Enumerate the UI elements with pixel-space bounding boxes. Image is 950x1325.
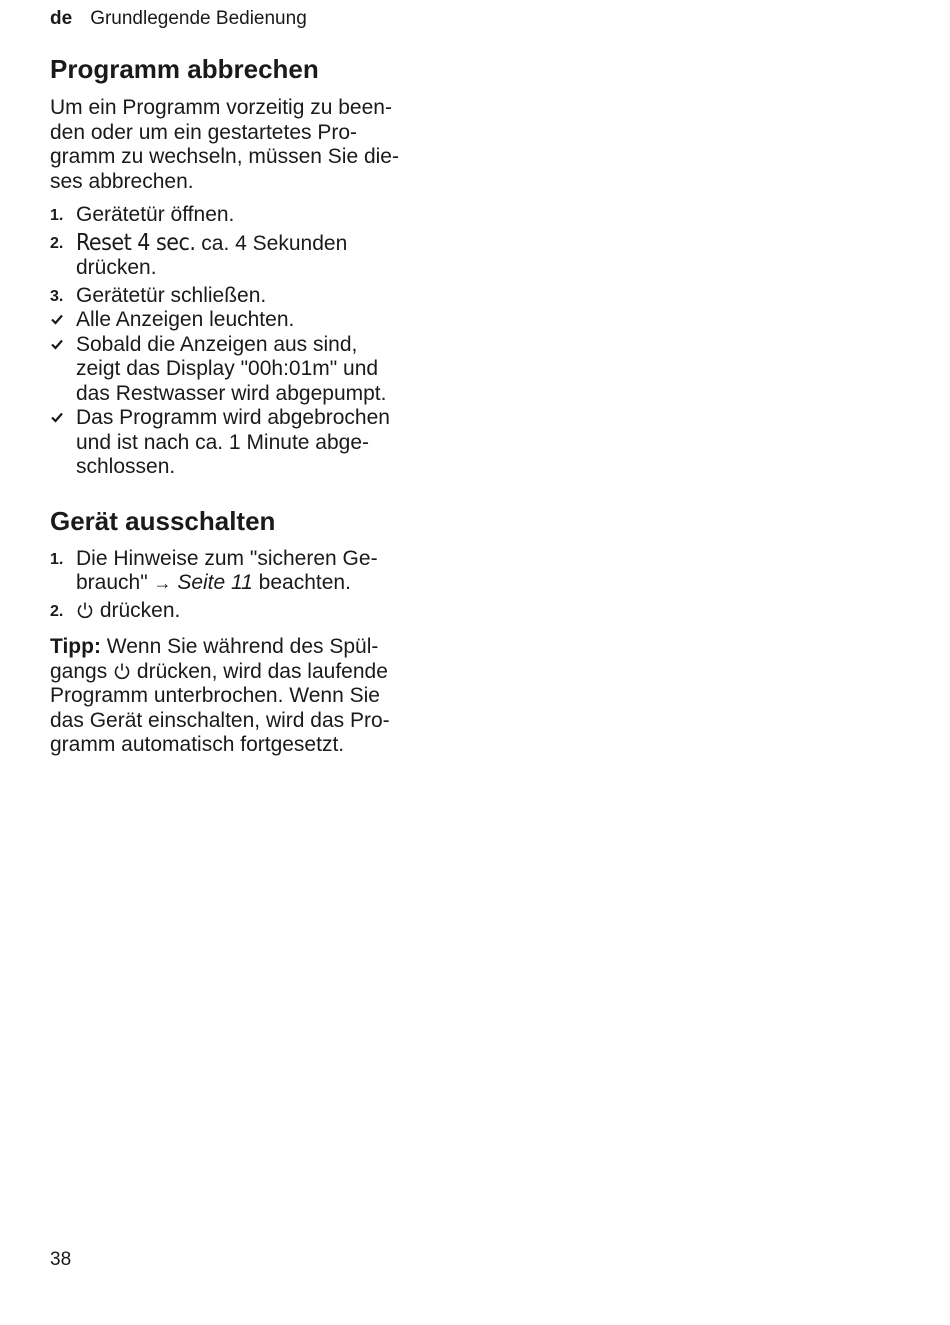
cancel-steps-list <box>50 203 470 480</box>
step-number: 3. <box>50 287 64 305</box>
step-text: ca. 4 Sekunden <box>195 231 348 255</box>
step-text: Gerätetür schließen. <box>76 283 267 307</box>
step-text: drücken. <box>76 256 157 279</box>
result-item: Das Programm wird abgebrochen und ist nach ca. 1 Minute abge- schlossen. <box>50 406 470 480</box>
step-number: 2. <box>50 234 64 252</box>
check-icon <box>50 312 64 326</box>
intro-paragraph: Um ein Programm vorzeitig zu been- den oder um ein gestartetes Pro- gramm zu wechseln, müssen Sie die- ses abbrechen. <box>50 96 399 193</box>
result-item: Alle Anzeigen leuchten. <box>50 308 470 333</box>
result-item: Sobald die Anzeigen aus sind, zeigt das Display "00h:01m" und das Restwasser wird abgepumpt. <box>50 333 470 407</box>
list-item <box>50 203 470 228</box>
step-number: 1. <box>50 207 64 224</box>
page-content <box>50 52 470 758</box>
list-item: 1. Die Hinweise zum "sicheren Ge- brauch" → Seite 11 beachten. <box>50 546 378 594</box>
heading-geraet-ausschalten: Gerät ausschalten <box>50 505 276 536</box>
power-icon <box>113 662 131 680</box>
check-icon <box>50 337 64 351</box>
switch-off-steps-list <box>50 547 470 624</box>
list-item <box>50 231 470 281</box>
check-icon <box>50 410 64 424</box>
tip-paragraph: Tipp: Wenn Sie während des Spül- gangs drücken, wird das laufende Programm unterbrochen. Wenn Sie das Gerät einschalten, wird das Pro- gramm automatisch fortgesetzt. <box>50 635 390 756</box>
arrow-right-icon: → <box>153 573 172 593</box>
tip-label: Tipp: <box>50 635 101 658</box>
section-title: Grundlegende Bedienung <box>90 8 307 29</box>
list-item <box>50 284 470 309</box>
step-number: 2. <box>50 602 64 620</box>
page-reference-link[interactable]: Seite 11 <box>171 571 253 594</box>
step-number: 1. <box>50 550 64 568</box>
list-item: 2. drücken. <box>50 599 470 624</box>
heading-programm-abbrechen: Programm abbrechen <box>50 54 319 84</box>
page-header <box>50 8 307 30</box>
reset-button-label: Reset 4 sec. <box>76 229 196 256</box>
power-icon <box>76 601 94 619</box>
language-code: de <box>50 8 73 29</box>
step-text: Gerätetür öffnen. <box>76 203 235 226</box>
page-number: 38 <box>50 1249 72 1270</box>
